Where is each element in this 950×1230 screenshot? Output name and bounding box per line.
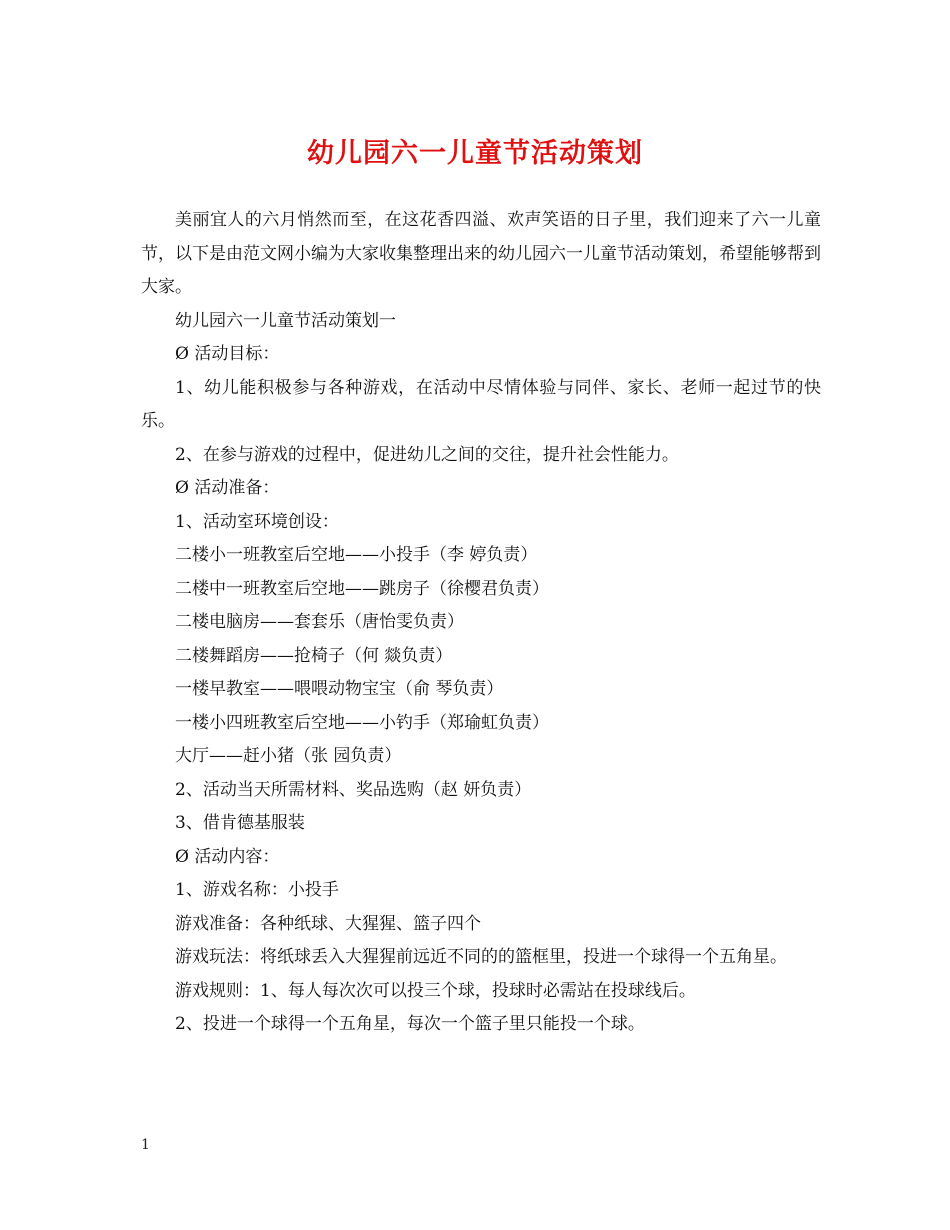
- preparation-heading: Ø 活动准备：: [175, 478, 280, 498]
- game-preparation: 游戏准备：各种纸球、大猩猩、篮子四个: [175, 913, 481, 934]
- venue-item: 大厅——赶小猪（张 园负责）: [175, 746, 402, 766]
- venue-item: 二楼小一班教室后空地——小投手（李 婷负责）: [175, 545, 538, 565]
- preparation-item: 1、活动室环境创设：: [175, 511, 339, 532]
- preparation-item: 3、借肯德基服装: [175, 813, 305, 833]
- game-rules: 2、投进一个球得一个五角星，每次一个篮子里只能投一个球。: [175, 1014, 645, 1034]
- venue-item: 二楼电脑房——套套乐（唐怡雯负责）: [175, 612, 464, 632]
- goals-heading: Ø 活动目标：: [175, 344, 280, 364]
- venue-item: 二楼中一班教室后空地——跳房子（徐樱君负责）: [175, 578, 549, 599]
- preparation-item: 2、活动当天所需材料、奖品选购（赵 妍负责）: [175, 779, 532, 800]
- venue-item: 一楼早教室——喂喂动物宝宝（俞 琴负责）: [175, 679, 504, 699]
- document-title: 幼儿园六一儿童节活动策划: [307, 138, 643, 169]
- goal-item: 1、幼儿能积极参与各种游戏，在活动中尽情体验与同伴、家长、老师一起过节的快乐。: [141, 377, 821, 431]
- intro-paragraph: 美丽宜人的六月悄然而至，在这花香四溢、欢声笑语的日子里，我们迎来了六一儿童节，以下是由范文网小编为大家收集整理出来的幼儿园六一儿童节活动策划，希望能够帮到大家。: [141, 210, 821, 297]
- game-rules-play: 游戏玩法：将纸球丢入大猩猩前远近不同的的篮框里，投进一个球得一个五角星。: [175, 947, 787, 967]
- content-heading: Ø 活动内容：: [175, 846, 280, 867]
- page-number: 1: [141, 1137, 150, 1153]
- document-body: [141, 204, 821, 1042]
- venue-item: 一楼小四班教室后空地——小钓手（郑瑜虹负责）: [175, 712, 549, 733]
- section-heading: 幼儿园六一儿童节活动策划一: [175, 310, 396, 331]
- game-rules: 游戏规则：1、每人每次次可以投三个球，投球时必需站在投球线后。: [175, 980, 696, 1001]
- venue-item: 二楼舞蹈房——抢椅子（何 燚负责）: [175, 645, 453, 666]
- game-name: 1、游戏名称：小投手: [175, 880, 339, 900]
- goal-item: 2、在参与游戏的过程中，促进幼儿之间的交往，提升社会性能力。: [175, 444, 679, 465]
